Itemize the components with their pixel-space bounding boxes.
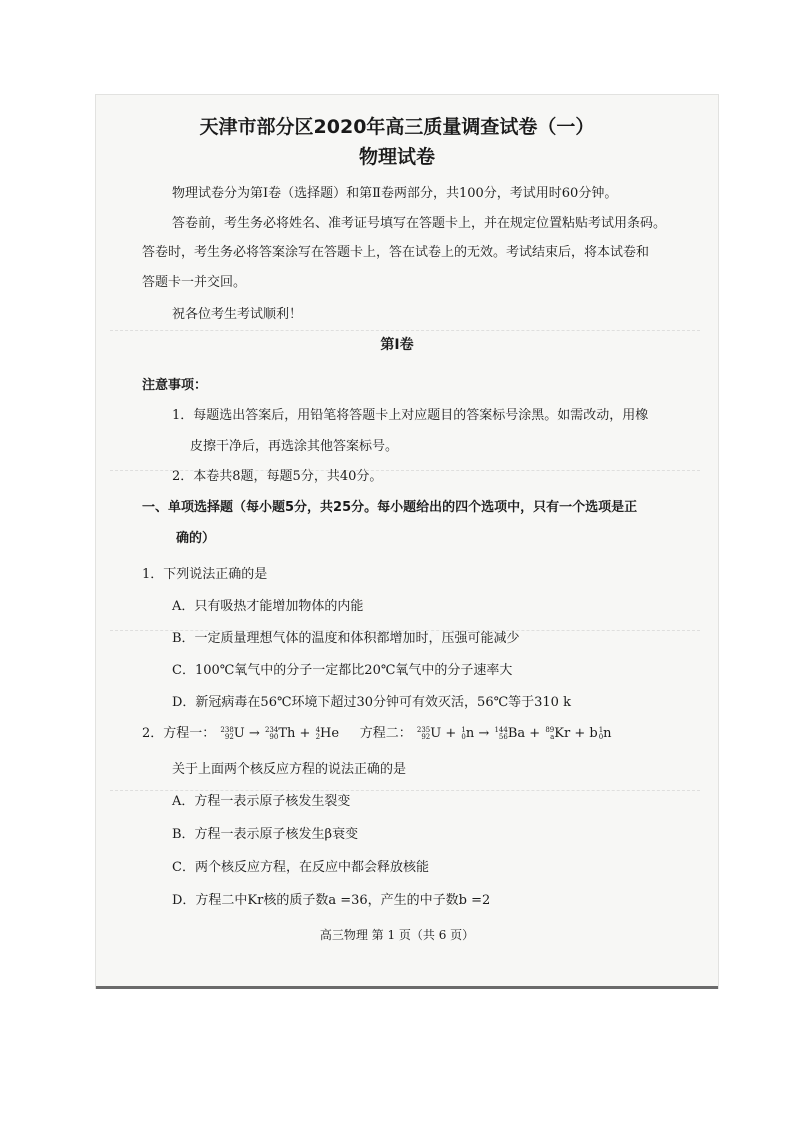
scan-bottom-edge [96, 986, 718, 989]
notes-title: 注意事项： [142, 378, 208, 393]
question-2-stem: 关于上面两个核反应方程的说法正确的是 [172, 762, 407, 777]
page-footer: 高三物理 第 1 页（共 6 页） [319, 928, 475, 942]
note-1-line-a: 1．每题选出答案后，用铅笔将答题卡上对应题目的答案标号涂黑。如需改动，用橡 [172, 408, 649, 423]
plus-icon: + [299, 726, 311, 741]
intro-line-2: 答卷前，考生务必将姓名、准考证号填写在答题卡上，并在规定位置粘贴考试用条码。 [172, 216, 667, 231]
question-1-stem: 1．下列说法正确的是 [142, 567, 268, 582]
question-2-option-b: B．方程一表示原子核发生β衰变 [172, 827, 359, 842]
question-2-option-a: A．方程一表示原子核发生裂变 [172, 794, 351, 809]
question-2-number: 2．方程一： [142, 726, 216, 741]
question-1-option-d: D．新冠病毒在56℃环境下超过30分钟可有效灭活，56℃等于310 k [172, 695, 571, 710]
intro-line-1: 物理试卷分为第Ⅰ卷（选择题）和第Ⅱ卷两部分，共100分，考试用时60分钟。 [172, 186, 618, 201]
isotope-index: 238 92 [220, 725, 234, 741]
question-1-option-b: B．一定质量理想气体的温度和体积都增加时，压强可能减少 [172, 631, 520, 646]
note-1-line-b: 皮擦干净后，再选涂其他答案标号。 [190, 439, 399, 454]
question-2-option-d: D．方程二中Kr核的质子数a =36，产生的中子数b =2 [172, 893, 491, 908]
intro-line-4: 答题卡一并交回。 [142, 275, 247, 290]
section-label: 第Ⅰ卷 [380, 337, 414, 353]
part-heading-line-a: 一、单项选择题（每小题5分，共25分。每小题给出的四个选项中，只有一个选项是正 [142, 500, 638, 515]
exam-subtitle: 物理试卷 [358, 146, 435, 168]
exam-title: 天津市部分区2020年高三质量调查试卷（一） [199, 116, 595, 138]
question-1-option-a: A．只有吸热才能增加物体的内能 [172, 599, 364, 614]
intro-line-3: 答卷时，考生务必将答案涂写在答题卡上，答在试卷上的无效。考试结束后，将本试卷和 [142, 245, 650, 260]
question-2-option-c: C．两个核反应方程，在反应中都会释放核能 [172, 860, 429, 875]
part-heading-line-b: 确的） [176, 531, 216, 546]
equation-2-label: 方程二： [359, 726, 412, 741]
question-2-equations: 2．方程一： 238 92 U → 234 90 Th + 4 2 He 方程二： 235 92 U + 1 0 n → 144 56 Ba + 89 a Kr + b 1 0 n [142, 725, 612, 741]
question-1-option-c: C．100℃氧气中的分子一定都比20℃氧气中的分子速率大 [172, 663, 513, 678]
arrow-icon: → [248, 726, 260, 741]
note-2: 2．本卷共8题，每题5分，共40分。 [172, 469, 383, 484]
good-luck-line: 祝各位考生考试顺利！ [172, 307, 303, 322]
